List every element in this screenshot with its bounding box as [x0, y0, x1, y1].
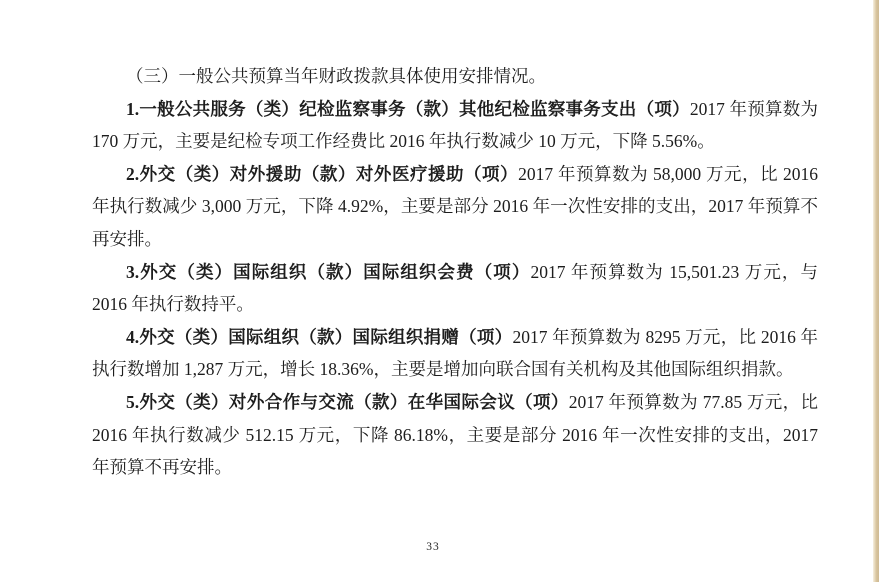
budget-item-1 — [92, 93, 818, 158]
budget-item-5-text: 2017 年预算数为 77.85 万元，比 2016 年执行数减少 512.15 万元，下降 86.18%，主要是部分 2016 年一次性安排的支出，2017 年预算不再安排。 — [92, 391, 819, 478]
document-body — [92, 60, 818, 484]
budget-item-3-title: 3.外交（类）国际组织（款）国际组织会费（项） — [126, 261, 531, 282]
budget-item-3 — [92, 256, 818, 321]
budget-item-1-title: 1.一般公共服务（类）纪检监察事务（款）其他纪检监察事务支出（项） — [126, 98, 690, 119]
budget-item-5 — [92, 386, 818, 484]
section-heading: （三）一般公共预算当年财政拨款具体使用安排情况。 — [126, 66, 546, 86]
budget-item-4 — [92, 321, 818, 386]
budget-item-2-title: 2.外交（类）对外援助（款）对外医疗援助（项） — [126, 163, 519, 184]
page-number: 33 — [426, 541, 440, 553]
page-edge-strip — [873, 0, 879, 582]
budget-item-1-text: 2017 年预算数为 170 万元，主要是纪检专项工作经费比 2016 年执行数减少 10 万元，下降 5.56%。 — [92, 98, 819, 152]
budget-item-2-text: 2017 年预算数为 58,000 万元，比 2016 年执行数减少 3,000 万元，下降 4.92%，主要是部分 2016 年一次性安排的支出，2017 年预算不再安排。 — [92, 163, 819, 249]
budget-item-3-text: 2017 年预算数为 15,501.23 万元，与 2016 年执行数持平。 — [92, 261, 819, 315]
budget-item-2 — [92, 158, 818, 256]
budget-item-4-title: 4.外交（类）国际组织（款）国际组织捐赠（项） — [126, 326, 513, 347]
budget-item-5-title: 5.外交（类）对外合作与交流（款）在华国际会议（项） — [126, 391, 569, 412]
budget-item-4-text: 2017 年预算数为 8295 万元，比 2016 年执行数增加 1,287 万元，增长 18.36%，主要是增加向联合国有关机构及其他国际组织捐款。 — [92, 326, 819, 380]
